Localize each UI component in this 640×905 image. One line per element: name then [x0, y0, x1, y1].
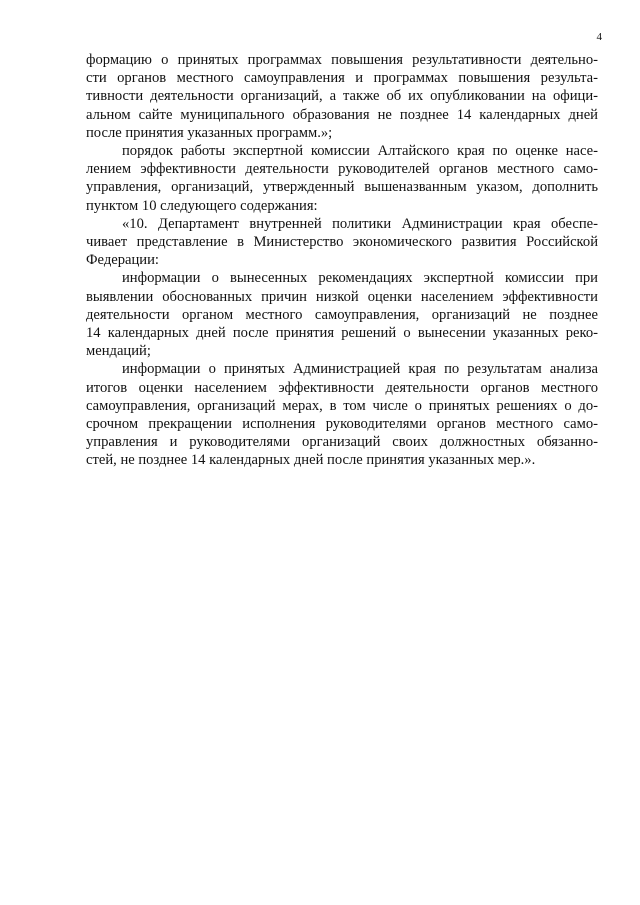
document-body	[86, 51, 598, 470]
text-line: после принятия указанных программ.»;	[86, 124, 333, 141]
text-line: чивает представление в Министерство экономического развития Российской	[86, 234, 598, 251]
paragraph-commission-procedure	[86, 142, 598, 215]
text-line: «10. Департамент внутренней политики Администрации края обеспе-	[122, 215, 598, 232]
text-line: мендаций;	[86, 343, 151, 360]
text-line: управления, организаций, утвержденный вышеназванным указом, дополнить	[86, 179, 598, 196]
text-line: лением эффективности деятельности руководителей органов местного само-	[86, 161, 598, 178]
text-line: выявлении обоснованных причин низкой оценки населением эффективности	[86, 288, 598, 305]
text-line: альном сайте муниципального образования не позднее 14 календарных дней	[86, 106, 598, 123]
text-line: управления и руководителями организаций своих должностных обязанно-	[86, 434, 598, 451]
text-line: сти органов местного самоуправления и программах повышения результа-	[86, 70, 598, 87]
text-line: формацию о принятых программах повышения результативности деятельно-	[86, 52, 598, 68]
text-line: пунктом 10 следующего содержания:	[86, 197, 318, 214]
paragraph-recommendations-info	[86, 269, 598, 360]
text-line: итогов оценки населением эффективности деятельности органов местного	[86, 379, 598, 396]
paragraph-item-10	[86, 215, 598, 270]
text-line: Федерации:	[86, 252, 159, 269]
text-line: тивности деятельности организаций, а также об их опубликовании на офици-	[86, 88, 598, 105]
text-line: порядок работы экспертной комиссии Алтайского края по оценке насе-	[122, 143, 598, 160]
paragraph-programs-info	[86, 51, 598, 142]
text-line: информации о вынесенных рекомендациях экспертной комиссии при	[122, 270, 598, 287]
text-line: 14 календарных дней после принятия решений о вынесении указанных реко-	[86, 325, 598, 342]
text-line: самоуправления, организаций мерах, в том числе о принятых решениях о до-	[86, 397, 598, 414]
paragraph-measures-info	[86, 360, 598, 469]
text-line: срочном прекращении исполнения руководителями органов местного само-	[86, 416, 598, 433]
text-line: стей, не позднее 14 календарных дней после принятия указанных мер.».	[86, 452, 536, 469]
text-line: информации о принятых Администрацией края по результатам анализа	[122, 361, 598, 378]
text-line: деятельности органом местного самоуправления, организаций не позднее	[86, 306, 598, 323]
page-number: 4	[596, 31, 602, 43]
